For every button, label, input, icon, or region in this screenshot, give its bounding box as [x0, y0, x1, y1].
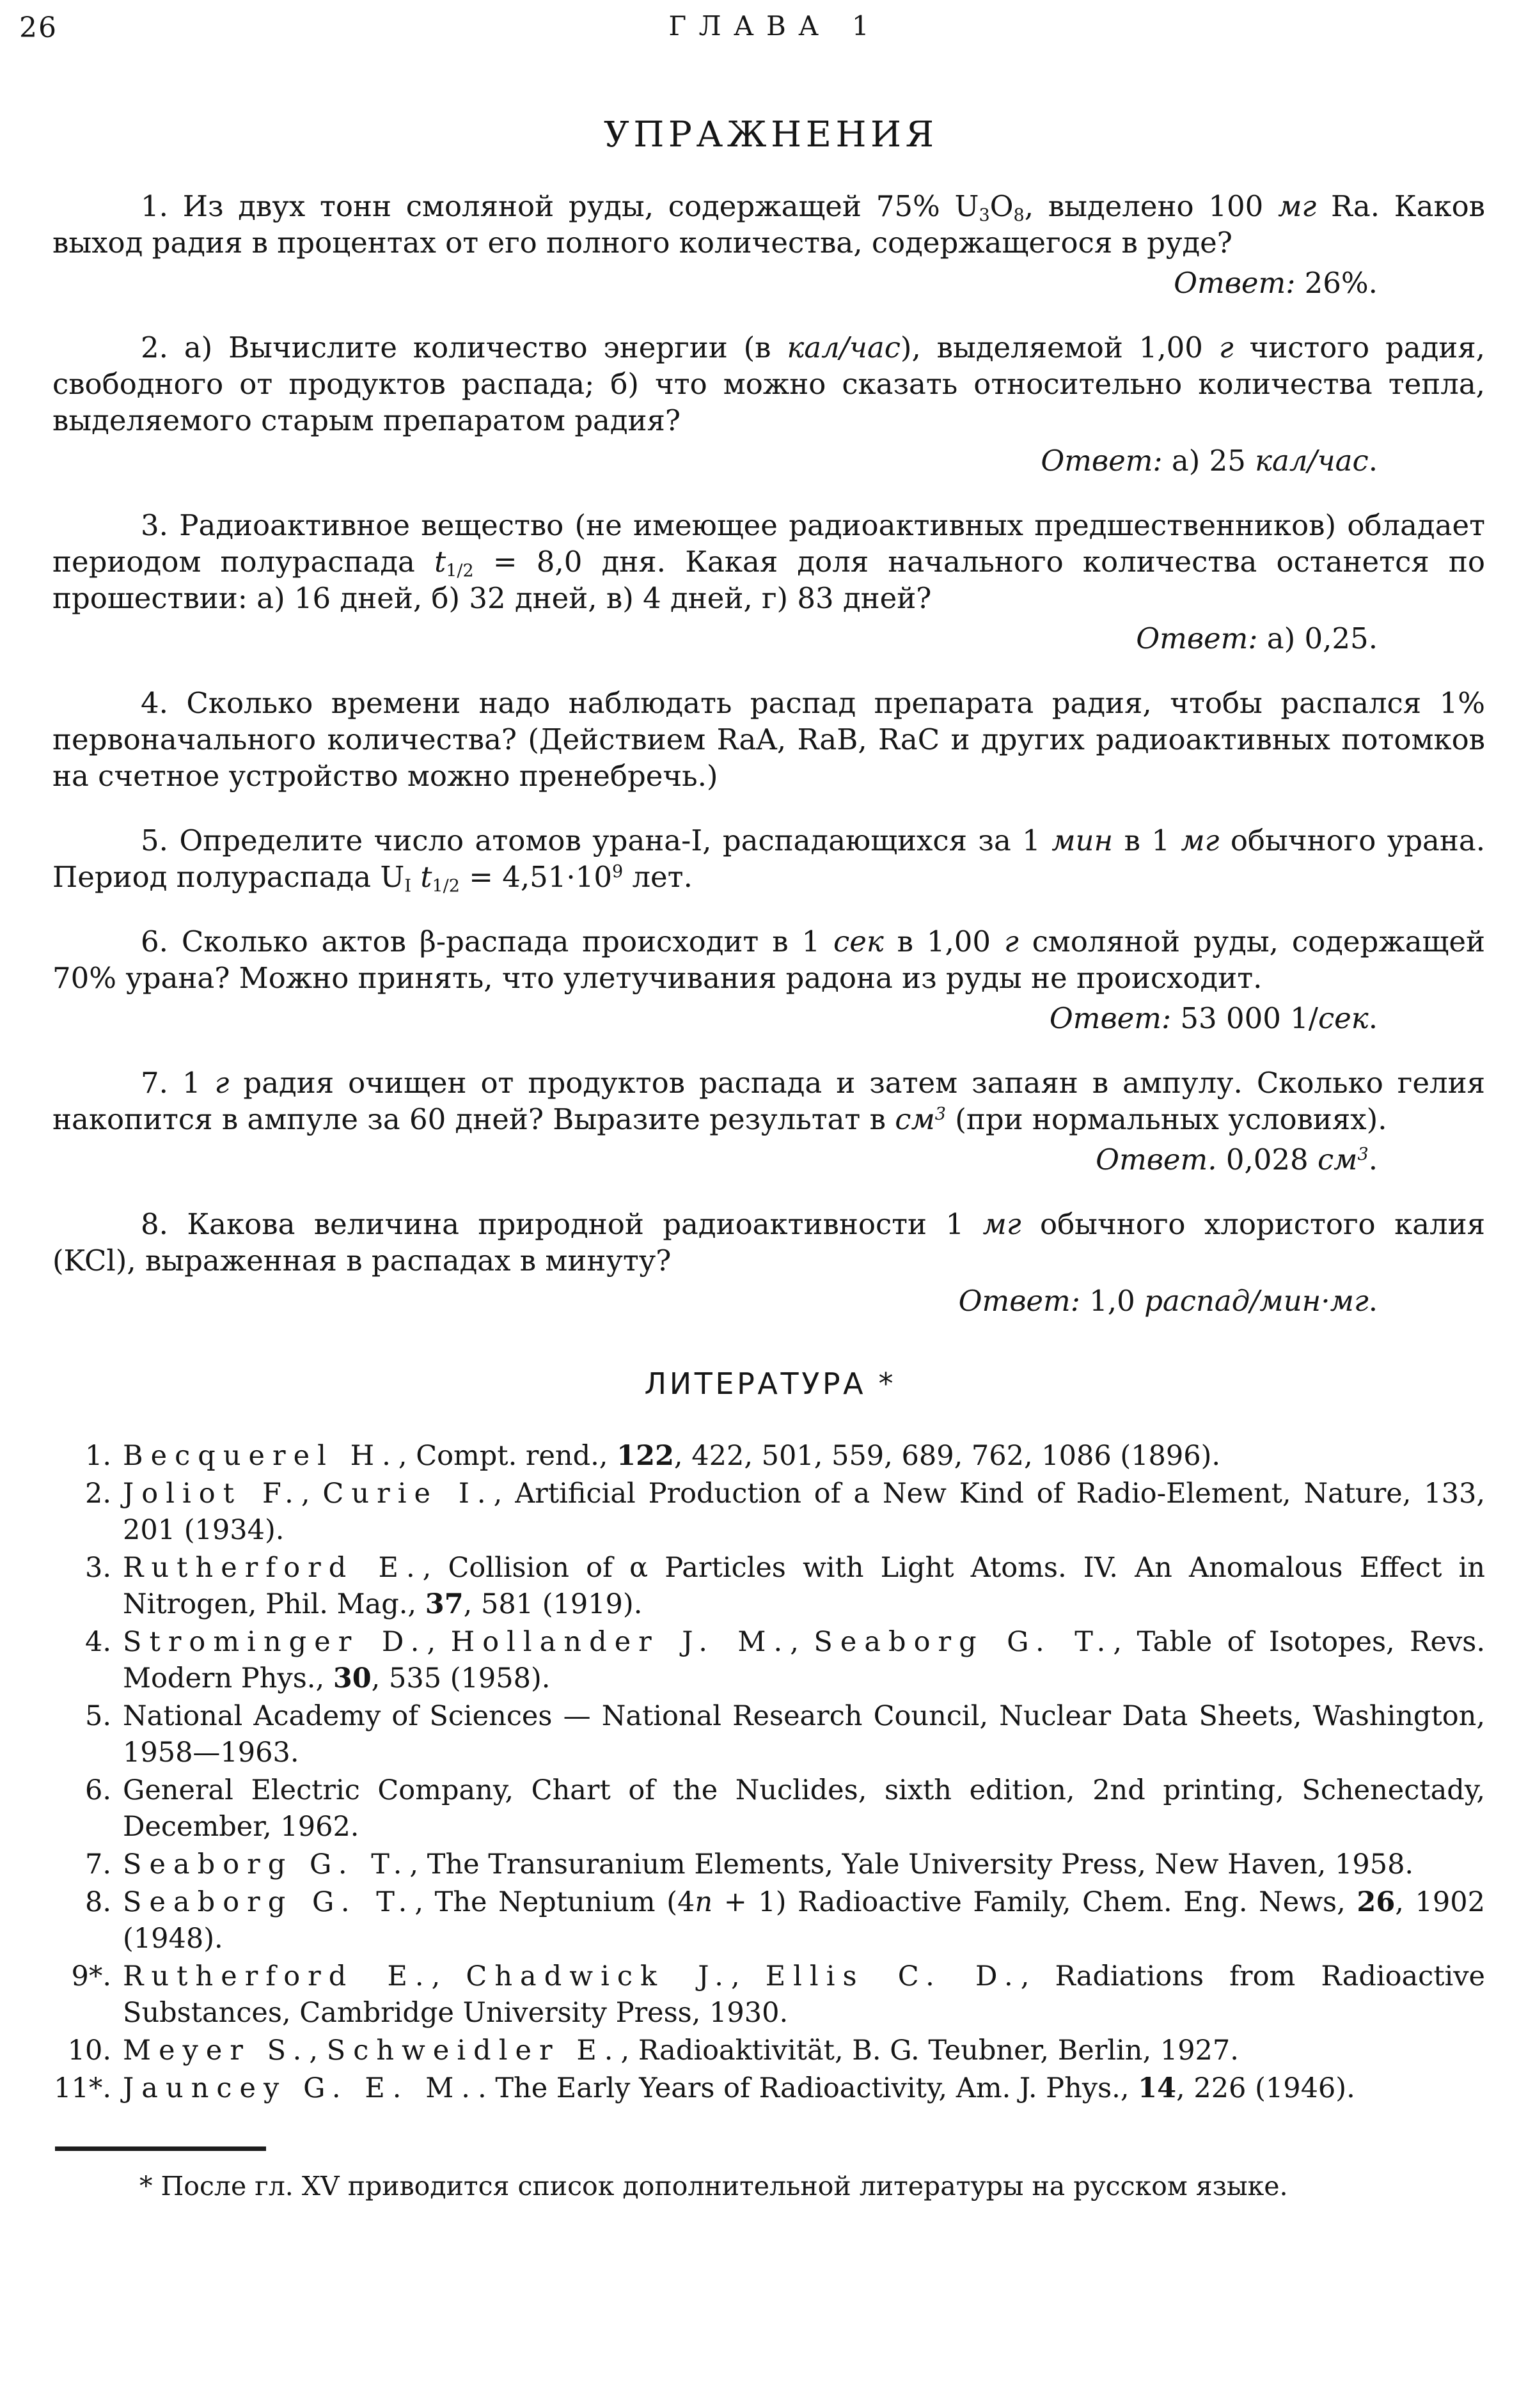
- footnote-area: [52, 2146, 1485, 2204]
- literature-item-1: [52, 1438, 1485, 1474]
- page-number: 26: [19, 12, 58, 44]
- literature-item-text: Rutherford E., Collision of α Particles with Light Atoms. IV. An Anomalous Effect in Nitrogen, Phil. Mag., 37, 581 (1919).: [123, 1552, 1485, 1620]
- literature-item-10: [52, 2033, 1485, 2069]
- exercise-answer: Ответ: а) 25 кал/час.: [1041, 444, 1378, 478]
- exercises-title: УПРАЖНЕНИЯ: [603, 114, 938, 155]
- exercise-item-1: [52, 188, 1485, 301]
- literature-item-11: [52, 2070, 1485, 2107]
- exercise-text: 6. Сколько актов β-распада происходит в 1 сек в 1,00 г смоляной руды, содержащей 70% урана? Можно принять, что улетучивания радона из руды не происходит.: [52, 925, 1485, 995]
- exercise-text: 3. Радиоактивное вещество (не имеющее радиоактивных предшественников) обладает периодом полураспада $t_{1/2} = 8,0$ дня. Какая доля начального количества останется по прошествии: а) 16 дней, б) 32 дней, в) 4 дней, г) 83 дней?: [52, 508, 1485, 615]
- footnote-text: * После гл. XV приводится список дополнительной литературы на русском языке.: [139, 2171, 1288, 2201]
- exercise-answer: Ответ: а) 0,25.: [1136, 622, 1378, 655]
- exercise-item-2: [52, 329, 1485, 479]
- literature-item-text: Joliot F., Curie I., Artificial Production of a New Kind of Radio-Element, Nature, 133, 201 (1934).: [123, 1478, 1486, 1546]
- literature-item-number: 2.: [84, 1478, 111, 1510]
- literature-item-5: [52, 1698, 1485, 1771]
- literature-title: ЛИТЕРАТУРА *: [644, 1366, 897, 1401]
- exercise-answer: Ответ: 1,0 распад/мин·мг.: [958, 1284, 1378, 1318]
- literature-list: [52, 1438, 1485, 2107]
- literature-item-3: [52, 1550, 1485, 1623]
- literature-item-text: National Academy of Sciences — National Research Council, Nuclear Data Sheets, Washington, 1958—1963.: [123, 1700, 1485, 1769]
- literature-item-number: 4.: [84, 1626, 111, 1658]
- chapter-header: ГЛАВА 1: [668, 10, 881, 42]
- exercise-item-5: [52, 822, 1485, 895]
- exercise-answer: Ответ: 53 000 1/сек.: [1049, 1001, 1378, 1035]
- literature-item-number: 9*.: [71, 1960, 111, 1992]
- literature-item-text: Meyer S., Schweidler E., Radioaktivität, B. G. Teubner, Berlin, 1927.: [123, 2035, 1239, 2067]
- literature-item-text: Seaborg G. T., The Neptunium (4n + 1) Radioactive Family, Chem. Eng. News, 26, 1902 (1948).: [123, 1886, 1485, 1955]
- literature-item-number: 10.: [67, 2035, 111, 2067]
- literature-item-9: [52, 1958, 1485, 2031]
- exercise-item-6: [52, 923, 1485, 1036]
- literature-item-6: [52, 1772, 1485, 1845]
- exercise-text: 7. 1 г радия очищен от продуктов распада и затем запаян в ампулу. Сколько гелия накопится в ампуле за 60 дней? Выразите результат в $см^3$ (при нормальных условиях).: [52, 1066, 1485, 1136]
- exercise-text: 5. Определите число атомов урана-I, распадающихся за 1 мин в 1 мг обычного урана. Период полураспада $U_I$ $t_{1/2} = 4,51\cdot 10^9$ лет.: [52, 824, 1485, 896]
- exercise-text: 2. а) Вычислите количество энергии (в кал/час), выделяемой 1,00 г чистого радия, свободного от продуктов распада; б) что можно сказать относительно количества тепла, выделяемого старым препаратом радия?: [52, 331, 1485, 437]
- exercise-item-4: [52, 685, 1485, 794]
- exercise-item-3: [52, 507, 1485, 657]
- exercise-text: 4. Сколько времени надо наблюдать распад препарата радия, чтобы распался 1% первоначального количества? (Действием RaA, RaB, RaC и других радиоактивных потомков на счетное устройство можно пренебречь.): [52, 686, 1485, 793]
- literature-item-number: 5.: [84, 1700, 111, 1732]
- literature-item-text: Seaborg G. T., The Transuranium Elements, Yale University Press, New Haven, 1958.: [123, 1849, 1414, 1880]
- literature-item-number: 7.: [84, 1849, 111, 1880]
- literature-item-number: 3.: [84, 1552, 111, 1584]
- literature-item-number: 11*.: [54, 2072, 111, 2104]
- exercise-item-8: [52, 1206, 1485, 1319]
- literature-item-number: 8.: [84, 1886, 111, 1918]
- footnote-rule: [55, 2146, 266, 2151]
- running-head: [19, 10, 1485, 49]
- exercise-item-7: [52, 1065, 1485, 1178]
- literature-item-text: General Electric Company, Chart of the Nuclides, sixth edition, 2nd printing, Schenectady, December, 1962.: [123, 1774, 1485, 1843]
- exercise-text: 1. Из двух тонн смоляной руды, содержащей 75% $U_3O_8$, выделено 100 мг Ra. Каков выход радия в процентах от его полного количества, содержащегося в руде?: [52, 189, 1485, 260]
- literature-item-number: 1.: [84, 1440, 111, 1472]
- literature-item-text: Becquerel H., Compt. rend., 122, 422, 501, 559, 689, 762, 1086 (1896).: [123, 1440, 1221, 1472]
- literature-item-8: [52, 1884, 1485, 1957]
- literature-item-2: [52, 1476, 1485, 1549]
- literature-item-text: Jauncey G. E. M.. The Early Years of Radioactivity, Am. J. Phys., 14, 226 (1946).: [123, 2072, 1355, 2104]
- exercise-answer: Ответ: 26%.: [1174, 266, 1378, 300]
- exercise-answer: Ответ. 0,028 $см^3$.: [1096, 1143, 1378, 1177]
- literature-item-4: [52, 1624, 1485, 1697]
- exercise-text: 8. Какова величина природной радиоактивности 1 мг обычного хлористого калия (KCl), выраженная в распадах в минуту?: [52, 1207, 1485, 1278]
- literature-item-7: [52, 1847, 1485, 1883]
- literature-item-number: 6.: [84, 1774, 111, 1806]
- exercises-section: [52, 188, 1485, 1319]
- literature-item-text: Strominger D., Hollander J. M., Seaborg G. T., Table of Isotopes, Revs. Modern Phys., 30, 535 (1958).: [123, 1626, 1485, 1694]
- literature-item-text: Rutherford E., Chadwick J., Ellis C. D., Radiations from Radioactive Substances, Cambridge University Press, 1930.: [123, 1960, 1486, 2029]
